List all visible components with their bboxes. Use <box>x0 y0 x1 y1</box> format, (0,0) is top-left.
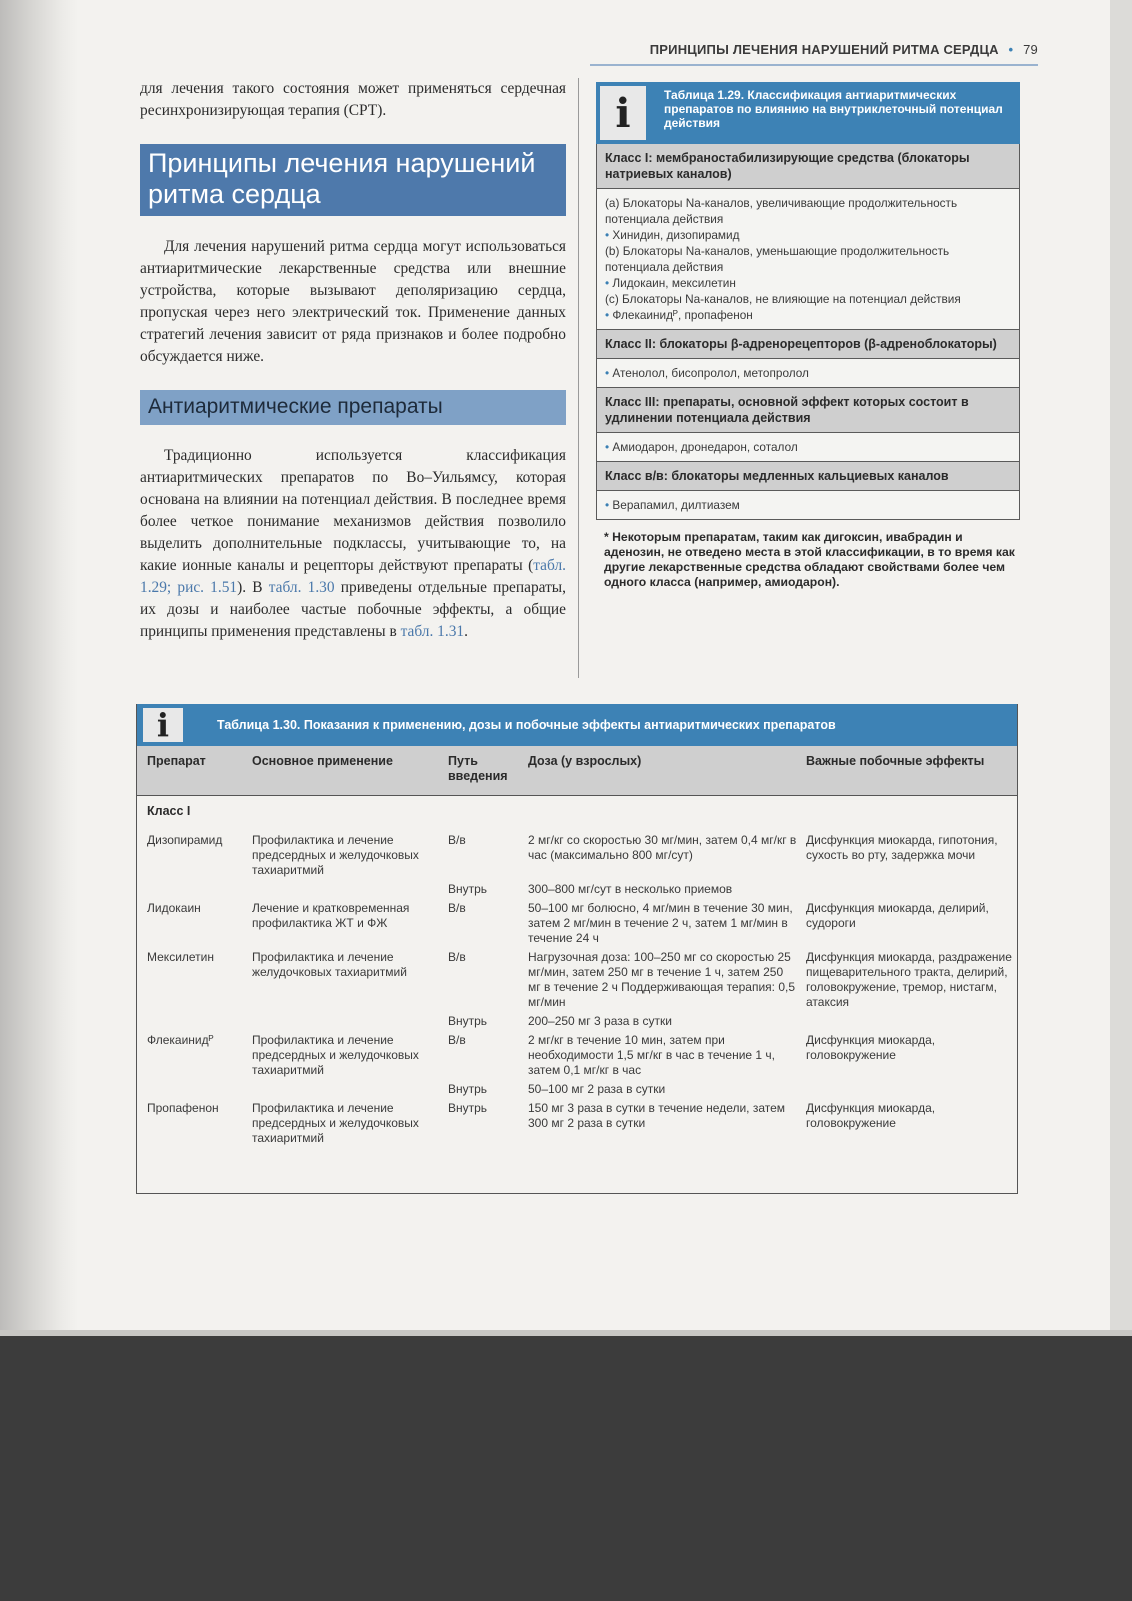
cell-dose: 300–800 мг/сут в несколько приемов <box>528 882 733 896</box>
p2-text-a: Традиционно используется классификация антиаритмических препаратов по Во–Уильямсу, которая основана на влиянии на потенциал действия. В последнее время более четкое понимание механизмов действия позволило выделить дополнительные подклассы, учитывающие то, на какие ионные каналы и рецепторы действуют препараты ( <box>140 447 566 574</box>
class-4-heading: Класс в/в: блокаторы медленных кальциевых каналов <box>597 461 1019 490</box>
table-figure-link[interactable]: табл. 1.29; рис. 1.51 <box>140 557 566 596</box>
table-1-29-footnote: * Некоторым препаратам, таким как дигоксин, ивабрадин и аденозин, не отведено места в этой классификации, в то время как другие лекарственные средства обладают свойствами более чем одного класса (например, амиодарон). <box>604 530 1015 589</box>
running-head <box>588 42 1038 57</box>
cell-use <box>244 881 440 897</box>
cell-drug: Лидокаин <box>147 901 201 915</box>
cell-drug <box>137 1081 244 1097</box>
table-1-30-header <box>137 704 1017 746</box>
column-divider <box>578 78 579 678</box>
col-use: Основное применение <box>252 754 393 768</box>
subclass-a: (a) Блокаторы Na-каналов, увеличивающие продолжительность потенциала действия <box>605 196 958 226</box>
subclass-c: (c) Блокаторы Na-каналов, не влияющие на потенциал действия <box>605 292 961 306</box>
page-number: 79 <box>1023 42 1038 57</box>
cell-effects: Дисфункция миокарда, гипотония, сухость во рту, задержка мочи <box>806 833 998 862</box>
p2-text-c: приведены отдельные препараты, их дозы и наиболее частые побочные эффекты, а общие принципы применения представлены в <box>140 579 566 640</box>
table-131-link[interactable]: табл. 1.31 <box>400 623 465 640</box>
subclass-b: (b) Блокаторы Na-каналов, уменьшающие продолжительность потенциала действия <box>605 244 950 274</box>
section-heading: Принципы лечения нарушений ритма сердца <box>140 144 566 216</box>
cell-dose: 2 мг/кг в течение 10 мин, затем при необходимости 1,5 мг/кг в час в течение 1 ч, затем 0,1 мг/кг в час <box>528 1033 775 1077</box>
cell-effects <box>798 1081 1017 1097</box>
table-row <box>137 1097 1017 1146</box>
table-1-29 <box>596 82 1020 590</box>
class-3-heading: Класс III: препараты, основной эффект которых состоит в удлинении потенциала действия <box>597 387 1019 432</box>
running-bullet: • <box>1008 42 1014 57</box>
cell-effects: Дисфункция миокарда, головокружение <box>806 1101 936 1130</box>
running-title: ПРИНЦИПЫ ЛЕЧЕНИЯ НАРУШЕНИЙ РИТМА СЕРДЦА <box>649 42 999 57</box>
table-1-30-title: Таблица 1.30. Показания к применению, дозы и побочные эффекты антиаритмических препаратов <box>217 718 836 732</box>
class-1-entries <box>597 188 1019 329</box>
class-2-heading: Класс II: блокаторы β-адренорецепторов (β-адреноблокаторы) <box>597 329 1019 358</box>
table-1-29-body <box>596 144 1020 520</box>
subclass-c-drugs: • Флекаинидᴾ, пропафенон <box>605 307 1011 323</box>
cell-use <box>244 1013 440 1029</box>
table-1-30 <box>136 704 1018 1194</box>
p2-text-b: ). В <box>237 579 269 596</box>
cell-use: Профилактика и лечение предсердных и желудочковых тахиаритмий <box>252 1033 419 1077</box>
col-drug: Препарат <box>147 754 206 768</box>
header-rule <box>590 64 1038 66</box>
class-label: Класс I <box>147 804 191 818</box>
subclass-a-drugs: • Хинидин, дизопирамид <box>605 227 1011 243</box>
class-2-drugs: • Атенолол, бисопролол, метопролол <box>605 365 1011 381</box>
col-effects: Важные побочные эффекты <box>806 754 985 768</box>
subsection-paragraph <box>140 445 566 643</box>
class-3-entries <box>597 432 1019 461</box>
info-icon: i <box>600 86 646 140</box>
page-bottom-edge <box>0 1330 1132 1336</box>
subsection-heading: Антиаритмические препараты <box>140 390 566 425</box>
table-row <box>137 1029 1017 1078</box>
class-1-heading: Класс I: мембраностабилизирующие средства (блокаторы натриевых каналов) <box>597 144 1019 188</box>
p2-text-d: . <box>464 623 468 640</box>
table-130-link[interactable]: табл. 1.30 <box>268 579 335 596</box>
class-4-drugs: • Верапамил, дилтиазем <box>605 497 1011 513</box>
cell-effects: Дисфункция миокарда, раздражение пищеварительного тракта, делирий, головокружение, тремор, нистагм, атаксия <box>806 950 1012 1009</box>
cell-drug <box>137 1013 244 1029</box>
cell-drug: Мексилетин <box>147 950 214 964</box>
cell-drug <box>137 881 244 897</box>
table-row <box>137 897 1017 946</box>
col-route: Путь введения <box>448 754 508 783</box>
subclass-b-drugs: • Лидокаин, мексилетин <box>605 275 1011 291</box>
col-dose: Доза (у взрослых) <box>528 754 642 768</box>
page-right-edge <box>1110 0 1132 1330</box>
cell-dose: Нагрузочная доза: 100–250 мг со скоростью 25 мг/мин, затем 250 мг в течение 1 ч, затем 250 мг в течение 2 ч Поддерживающая терапия: 0,5 мг/мин <box>528 950 796 1009</box>
cell-use: Профилактика и лечение предсердных и желудочковых тахиаритмий <box>252 833 419 877</box>
cell-route: Внутрь <box>448 1082 488 1096</box>
section-paragraph: Для лечения нарушений ритма сердца могут использоваться антиаритмические лекарственные средства или внешние устройства, которые вызывают деполяризацию сердца, пропуская через него электрический ток. Применение данных стратегий лечения зависит от ряда признаков и более подробно обсуждается ниже. <box>140 238 566 365</box>
left-column <box>140 78 566 643</box>
table-row <box>137 1010 1017 1029</box>
cell-use: Профилактика и лечение желудочковых тахиаритмий <box>252 950 407 979</box>
cell-route: Внутрь <box>448 882 488 896</box>
intro-paragraph: для лечения такого состояния может применяться сердечная ресинхронизирующая терапия (СРТ). <box>140 80 566 119</box>
cell-use <box>244 1081 440 1097</box>
cell-route: Внутрь <box>448 1014 488 1028</box>
cell-route: В/в <box>448 901 466 915</box>
cell-effects <box>798 1013 1017 1029</box>
dark-background <box>0 1330 1132 1601</box>
page-binding-shadow <box>0 0 78 1330</box>
class-2-entries <box>597 358 1019 387</box>
cell-drug: Дизопирамид <box>147 833 223 847</box>
table-row <box>137 946 1017 1010</box>
cell-route: В/в <box>448 950 466 964</box>
cell-dose: 50–100 мг болюсно, 4 мг/мин в течение 30 мин, затем 2 мг/мин в течение 2 ч, затем 1 мг/мин в течение 24 ч <box>528 901 793 945</box>
table-row <box>137 878 1017 897</box>
table-1-30-column-headers <box>137 746 1017 796</box>
table-1-30-rows <box>137 822 1017 1146</box>
class-4-entries <box>597 490 1019 519</box>
table-row <box>137 1078 1017 1097</box>
info-icon: i <box>143 708 183 742</box>
cell-dose: 2 мг/кг со скоростью 30 мг/мин, затем 0,4 мг/кг в час (максимально 800 мг/сут) <box>528 833 797 862</box>
cell-use: Профилактика и лечение предсердных и желудочковых тахиаритмий <box>252 1101 419 1145</box>
cell-effects: Дисфункция миокарда, делирий, судороги <box>806 901 989 930</box>
cell-effects <box>798 881 1017 897</box>
cell-effects: Дисфункция миокарда, головокружение <box>806 1033 936 1062</box>
cell-drug: Флекаинидᴾ <box>147 1033 214 1047</box>
cell-dose: 50–100 мг 2 раза в сутки <box>528 1082 666 1096</box>
table-row <box>137 822 1017 878</box>
table-1-29-title: Таблица 1.29. Классификация антиаритмических препаратов по влиянию на внутриклеточный потенциал действия <box>664 88 1003 130</box>
cell-route: Внутрь <box>448 1101 488 1115</box>
cell-route: В/в <box>448 833 466 847</box>
cell-use: Лечение и кратковременная профилактика ЖТ и ФЖ <box>252 901 410 930</box>
cell-dose: 150 мг 3 раза в сутки в течение недели, затем 300 мг 2 раза в сутки <box>528 1101 786 1130</box>
class-3-drugs: • Амиодарон, дронедарон, соталол <box>605 439 1011 455</box>
cell-drug: Пропафенон <box>147 1101 219 1115</box>
cell-route: В/в <box>448 1033 466 1047</box>
table-1-29-header <box>596 82 1020 144</box>
cell-dose: 200–250 мг 3 раза в сутки <box>528 1014 672 1028</box>
